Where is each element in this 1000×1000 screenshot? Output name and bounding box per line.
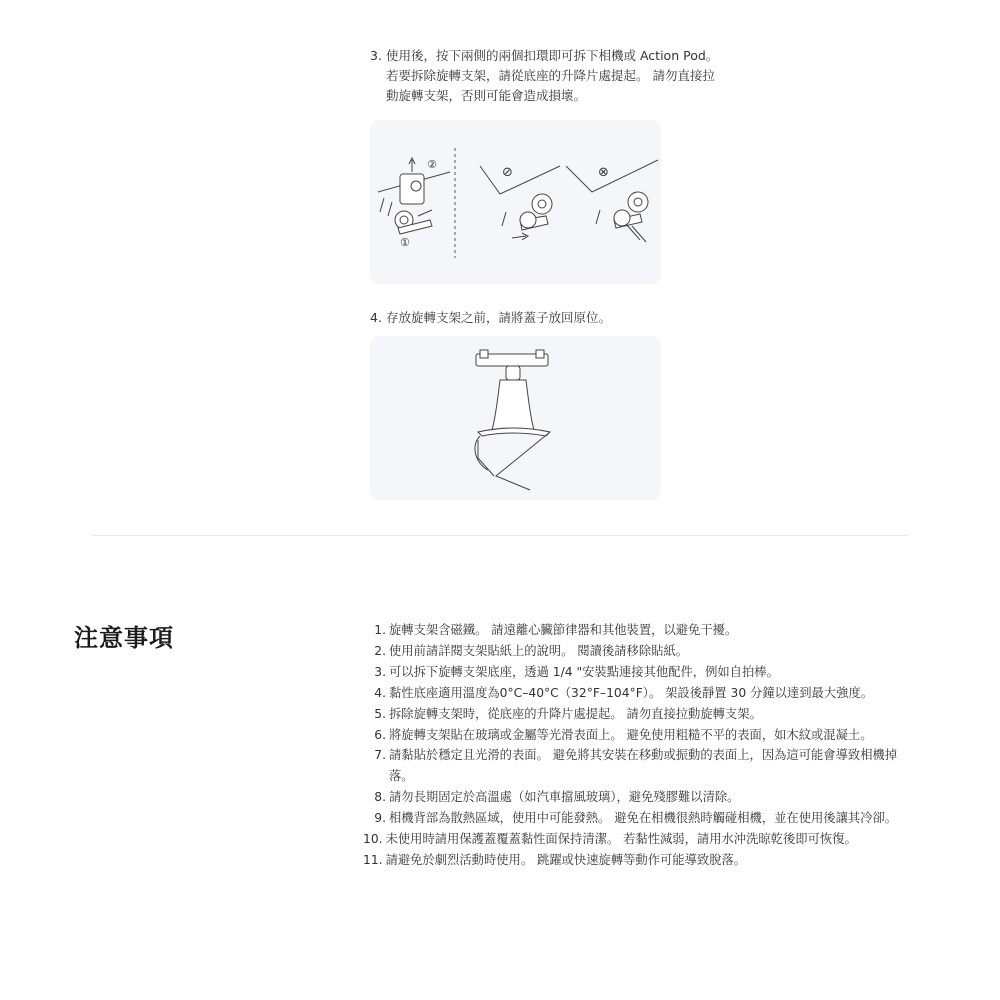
step-4-line-1: 存放旋轉支架之前，請將蓋子放回原位。 — [386, 310, 612, 325]
item-text: 將旋轉支架貼在玻璃或金屬等光滑表面上。 避免使用粗糙不平的表面，如木紋或混凝土。 — [389, 727, 873, 742]
item-text: 相機背部為散熱區域，使用中可能發熱。 避免在相機很熱時觸碰相機，並在使用後讓其冷卻。 — [389, 811, 898, 826]
step-3-text — [370, 46, 770, 106]
precaution-item-6 — [370, 725, 920, 746]
item-text: 請避免於劇烈活動時使用。 跳躍或快速旋轉等動作可能導致脫落。 — [385, 852, 747, 867]
precaution-item-4 — [370, 683, 920, 704]
panel-prohibited-pull — [480, 166, 560, 240]
cover-illustration — [370, 336, 661, 500]
step-4-text — [370, 308, 770, 328]
removal-illustration — [370, 120, 661, 284]
section-divider — [92, 535, 908, 536]
precaution-item-8 — [370, 787, 920, 808]
prohibited-symbol: ⊘ — [502, 165, 513, 180]
precaution-item-9 — [370, 808, 920, 829]
step-4-number: 4. — [370, 310, 382, 325]
callout-2: ② — [427, 158, 437, 171]
step-3-line-3: 動旋轉支架，否則可能會造成損壞。 — [386, 88, 587, 103]
step-3-number: 3. — [370, 48, 382, 63]
item-number: 8. — [374, 790, 386, 805]
cover-illustration-drawing — [370, 336, 661, 500]
precaution-item-11 — [363, 850, 920, 871]
callout-1: ① — [400, 236, 410, 249]
item-number: 9. — [374, 811, 386, 826]
item-text: 請勿長期固定於高溫處（如汽車擋風玻璃），避免殘膠難以清除。 — [389, 790, 740, 805]
item-number: 3. — [374, 664, 386, 679]
item-number: 11. — [363, 852, 383, 867]
removal-illustration-drawing — [370, 120, 661, 284]
step-3-line-2: 若要拆除旋轉支架，請從底座的升降片處提起。 請勿直接拉 — [386, 68, 715, 83]
panel-wrong-pull — [566, 160, 658, 242]
item-number: 7. — [374, 748, 386, 763]
precautions-list — [363, 620, 920, 871]
item-text: 黏性底座適用溫度為0°C–40°C（32°F–104°F）。 架設後靜置 30 分鐘以達到最大強度。 — [389, 685, 874, 700]
item-text: 請黏貼於穩定且光滑的表面。 避免將其安裝在移動或振動的表面上，因為這可能會導致相機掉落。 — [389, 748, 898, 784]
item-text: 使用前請詳閱支架貼紙上的說明。 閱讀後請移除貼紙。 — [389, 643, 689, 658]
step-3-line-1: 使用後，按下兩側的兩個扣環即可拆下相機或 Action Pod。 — [386, 48, 719, 63]
precaution-item-2 — [370, 641, 920, 662]
precaution-item-3 — [370, 662, 920, 683]
item-text: 未使用時請用保護蓋覆蓋黏性面保持清潔。 若黏性減弱，請用水沖洗晾乾後即可恢復。 — [385, 832, 857, 847]
item-number: 4. — [374, 685, 386, 700]
item-number: 5. — [374, 706, 386, 721]
precaution-item-1 — [370, 620, 920, 641]
precaution-item-7 — [370, 745, 920, 787]
item-number: 1. — [374, 623, 386, 637]
item-text: 可以拆下旋轉支架底座，透過 1/4 "安裝點連接其他配件，例如自拍棒。 — [389, 664, 779, 679]
item-number: 6. — [374, 727, 386, 742]
item-text: 拆除旋轉支架時，從底座的升降片處提起。 請勿直接拉動旋轉支架。 — [389, 706, 762, 721]
precaution-item-5 — [370, 704, 920, 725]
wrong-symbol: ⊗ — [598, 165, 609, 180]
item-number: 2. — [374, 643, 386, 658]
precaution-item-10 — [363, 829, 920, 850]
precautions-heading: 注意事項 — [74, 624, 174, 652]
item-number: 10. — [363, 832, 383, 847]
item-text: 旋轉支架含磁鐵。 請遠離心臟節律器和其他裝置，以避免干擾。 — [389, 623, 738, 637]
panel-correct-removal — [378, 158, 450, 234]
